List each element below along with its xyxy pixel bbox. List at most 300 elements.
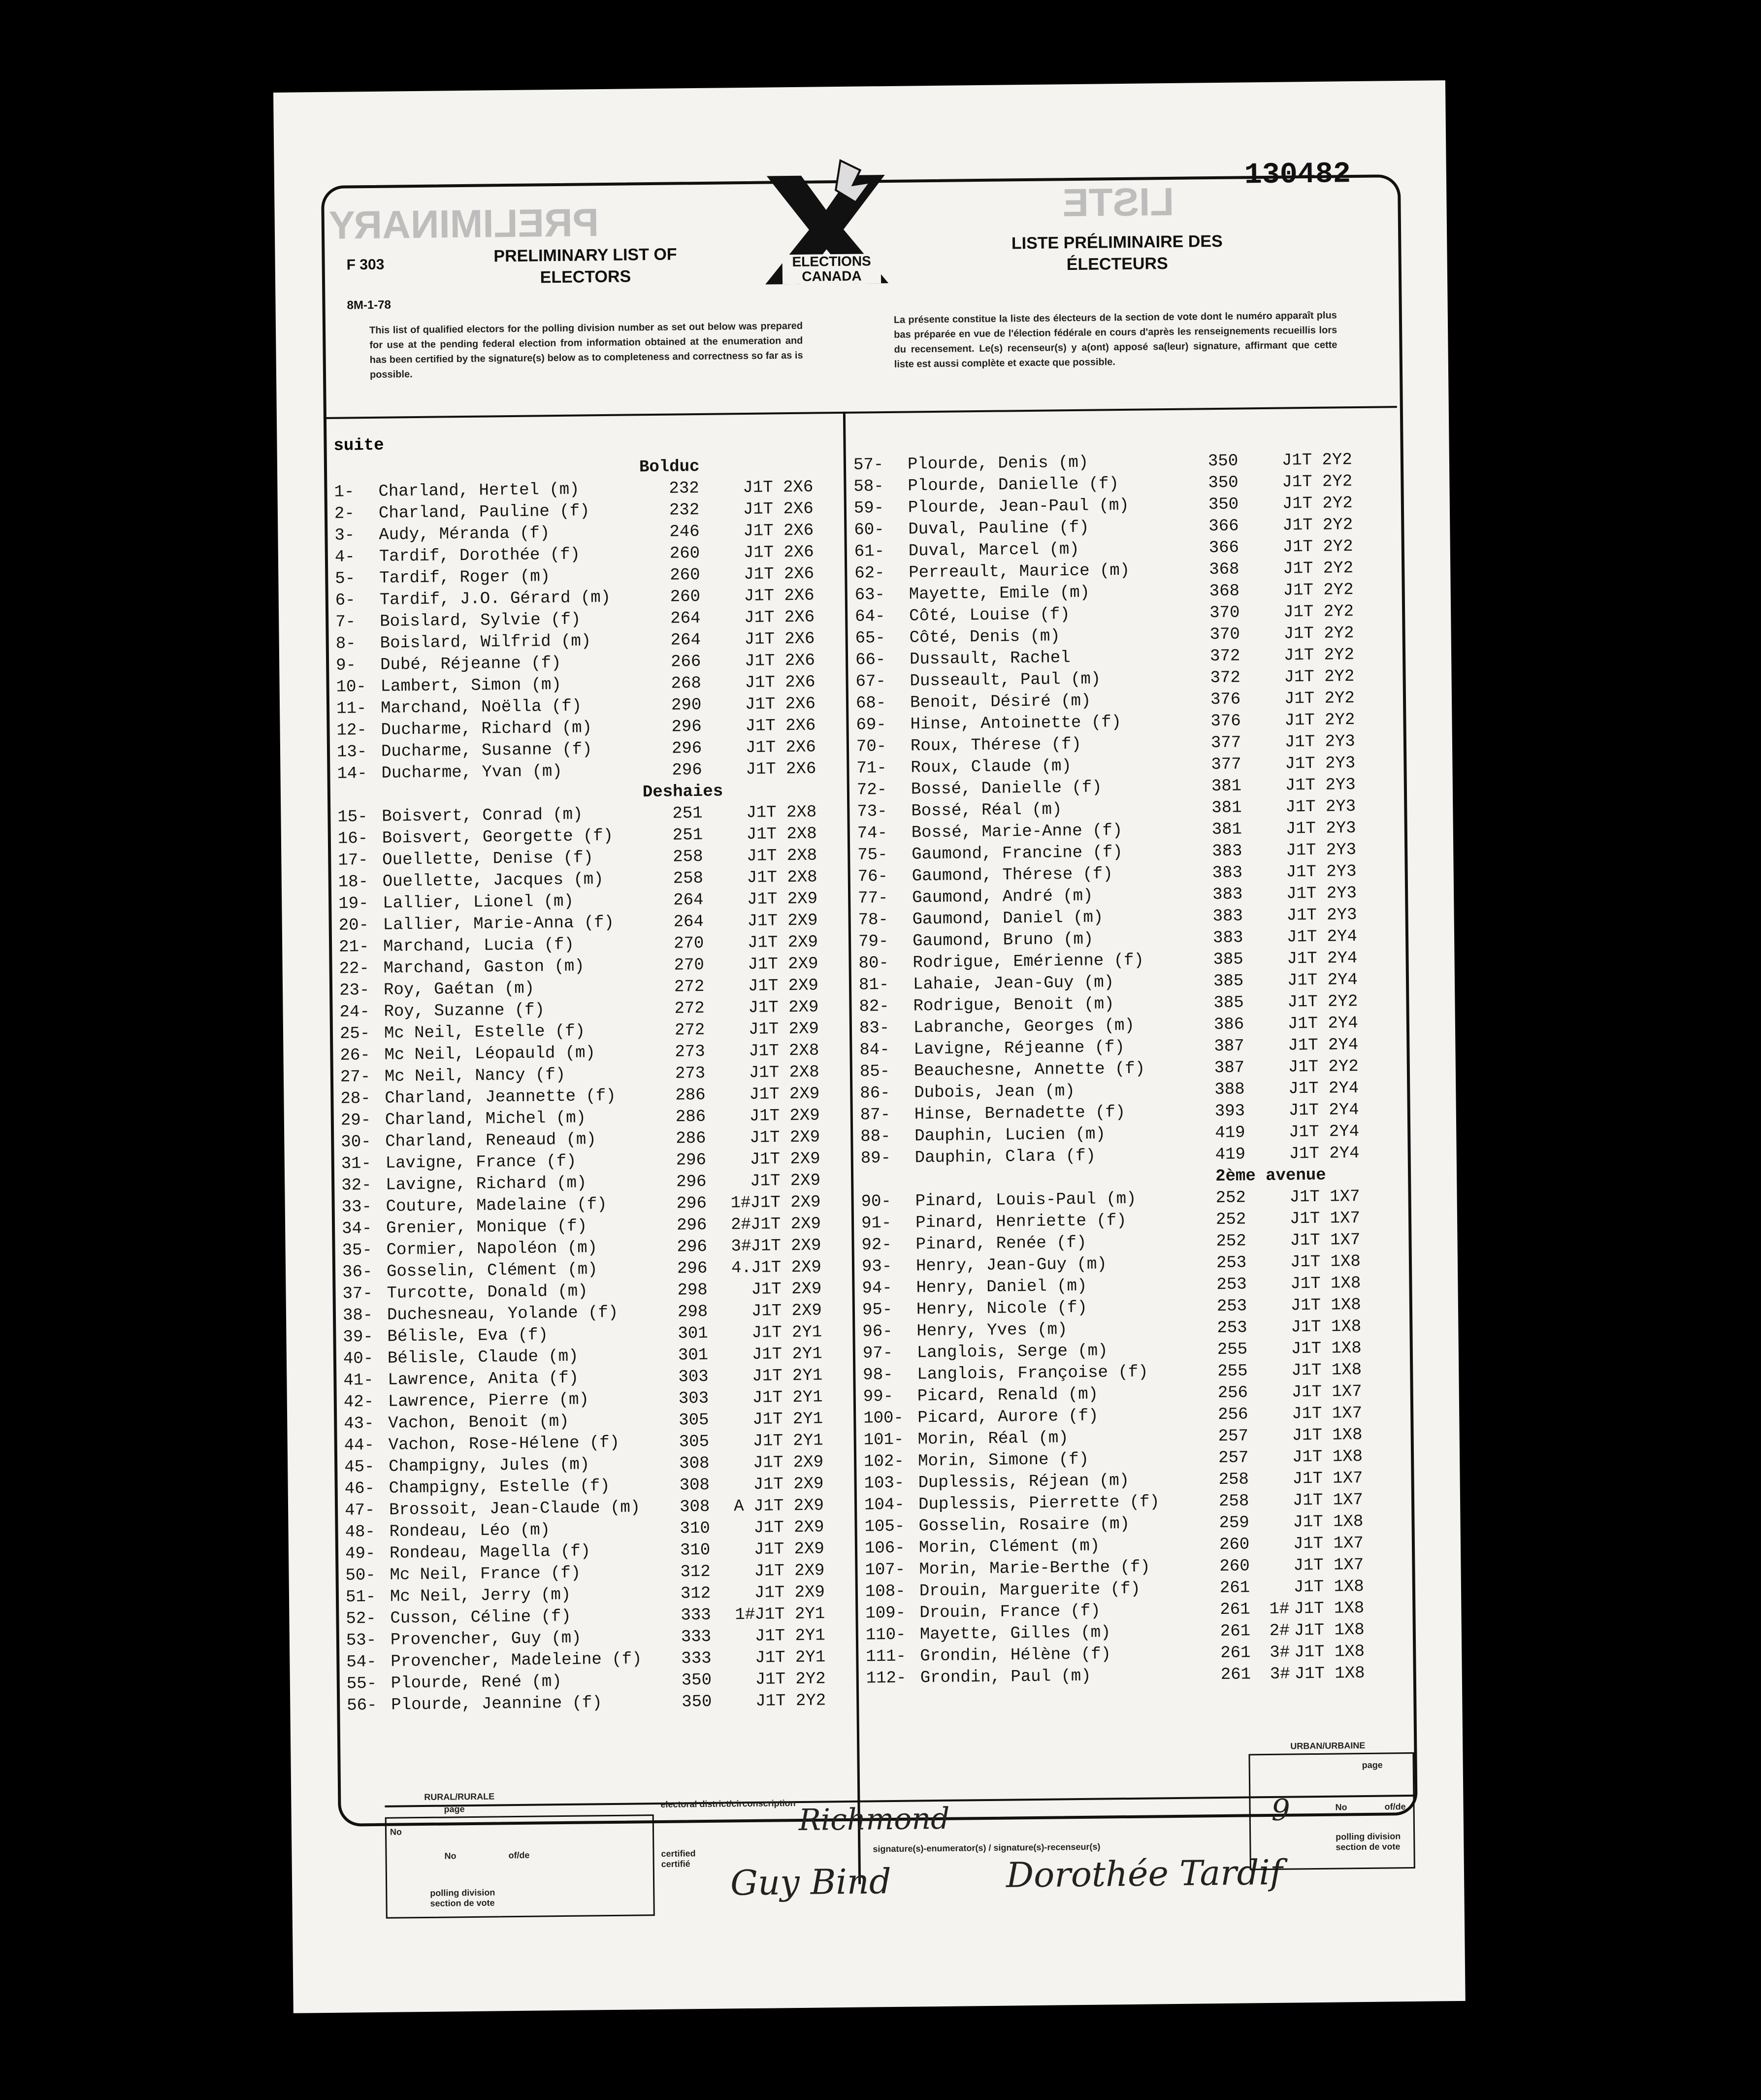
urban-label: URBAN/URBAINE (1290, 1740, 1366, 1751)
elector-number: 30- (341, 1133, 371, 1152)
intro-english: This list of qualified electors for the polling division number as set out below was prepared for use at the pending federal election from information obtained at the enumeration and has been certified by the signature(s) below as to completeness and correctness so far as is possible. (369, 320, 803, 380)
elector-number: 21- (338, 938, 369, 957)
elector-number: 49- (345, 1544, 376, 1564)
street-number: 251 (672, 804, 703, 823)
postal-code: J1T 2Y2 (1287, 992, 1358, 1012)
street-number: 272 (674, 1020, 705, 1040)
street-number: 383 (1212, 863, 1243, 883)
street-number: 258 (673, 869, 704, 888)
postal-code: J1T 2Y2 (1284, 667, 1355, 687)
elector-name: Tardif, Roger (m) (379, 567, 551, 588)
postal-code: J1T 2Y3 (1284, 732, 1355, 752)
elector-number: 74- (857, 824, 888, 843)
street-number: 393 (1214, 1102, 1245, 1121)
elector-name: Morin, Simone (f) (917, 1450, 1089, 1471)
elector-name: Ducharme, Richard (m) (381, 719, 592, 740)
elector-number: 81- (858, 976, 889, 995)
postal-code: J1T 2Y4 (1287, 971, 1358, 990)
elector-number: 112- (866, 1669, 907, 1688)
unit-mark: 3# (1270, 1643, 1290, 1662)
postal-code: J1T 2Y1 (751, 1345, 822, 1364)
street-number: 257 (1218, 1427, 1249, 1446)
elector-name: Gaumond, Francine (f) (912, 843, 1123, 864)
form-footer (385, 1740, 1415, 1921)
street-number: 350 (682, 1692, 712, 1712)
postal-code: J1T 2X9 (747, 933, 818, 953)
street-number: 381 (1211, 798, 1242, 818)
elector-number: 12- (336, 721, 367, 740)
postal-code: J1T 2X9 (750, 1214, 821, 1234)
street-number: 376 (1210, 690, 1241, 710)
elector-name: Gaumond, Thérese (f) (912, 865, 1113, 886)
elector-name: Roy, Gaétan (m) (383, 979, 535, 1000)
street-number: 350 (681, 1671, 712, 1690)
elector-name: Plourde, Denis (m) (907, 453, 1089, 474)
elector-number: 77- (858, 889, 888, 908)
postal-code: J1T 2X8 (749, 1041, 819, 1061)
elector-number: 53- (346, 1631, 377, 1650)
elector-name: Pinard, Renée (f) (915, 1233, 1087, 1254)
rural-page-label: page (444, 1804, 465, 1814)
elector-number: 91- (861, 1214, 892, 1233)
elector-number: 52- (346, 1609, 376, 1629)
street-number: 368 (1209, 560, 1239, 580)
elector-number: 4- (334, 548, 355, 567)
elector-number: 69- (856, 716, 886, 735)
elector-name: Labranche, Georges (m) (913, 1016, 1135, 1038)
elector-name: Rondeau, Magella (f) (389, 1542, 591, 1563)
elector-number: 100- (863, 1409, 904, 1428)
street-number: 286 (675, 1085, 706, 1105)
postal-code: J1T 1X7 (1293, 1555, 1364, 1575)
elector-name: Mc Neil, Léopauld (m) (384, 1044, 596, 1065)
elector-name: Marchand, Lucia (f) (383, 935, 575, 956)
postal-code: J1T 2Y1 (752, 1410, 823, 1429)
urban-polling-label: polling division section de vote (1336, 1831, 1401, 1852)
postal-code: J1T 2X9 (748, 1019, 819, 1039)
elector-number: 27- (340, 1068, 371, 1087)
postal-code: J1T 2Y2 (1283, 602, 1354, 622)
elector-name: Vachon, Rose-Hélene (f) (388, 1433, 620, 1455)
elector-name: Grondin, Hélène (f) (920, 1645, 1111, 1666)
urban-page-label: page (1362, 1760, 1383, 1771)
street-number: 255 (1217, 1362, 1248, 1381)
postal-code: J1T 1X7 (1292, 1404, 1363, 1424)
street-number: 370 (1209, 603, 1240, 623)
elector-number: 22- (339, 959, 370, 979)
district-value: Richmond (798, 1801, 950, 1838)
elector-number: 15- (337, 808, 368, 827)
street-number: 350 (1207, 452, 1239, 471)
street-number: 270 (674, 955, 705, 975)
street-number: 251 (672, 825, 703, 845)
street-heading: Deshaies (642, 782, 723, 802)
signature-label: signature(s)-enumerator(s) / signature(s)-recenseur(s) (873, 1841, 1101, 1854)
street-number: 385 (1213, 950, 1243, 970)
elector-number: 45- (344, 1458, 375, 1477)
elector-name: Boislard, Sylvie (f) (380, 610, 581, 631)
elector-name: Boislard, Wilfrid (m) (380, 632, 591, 653)
elector-name: Boisvert, Georgette (f) (382, 826, 614, 848)
rural-no-label: No (390, 1827, 402, 1837)
elector-number: 46- (344, 1479, 375, 1499)
street-number: 350 (1208, 495, 1239, 515)
street-number: 372 (1209, 647, 1240, 666)
elector-number: 70- (856, 737, 887, 756)
elector-name: Ducharme, Susanne (f) (381, 740, 592, 761)
polling-number: 9 (1271, 1793, 1291, 1828)
elector-name: Hinse, Bernadette (f) (914, 1103, 1126, 1124)
street-number: 333 (681, 1649, 712, 1669)
elector-name: Plourde, Jeannine (f) (391, 1694, 602, 1715)
elector-name: Mc Neil, Nancy (f) (384, 1065, 566, 1086)
street-number: 253 (1216, 1275, 1247, 1295)
elector-row (347, 1691, 854, 1718)
postal-code: J1T 1X8 (1294, 1664, 1365, 1684)
street-number: 308 (679, 1476, 710, 1495)
street-number: 260 (669, 544, 700, 563)
street-number: 252 (1216, 1232, 1246, 1251)
rural-box (385, 1814, 655, 1919)
elector-name: Rodrigue, Emérienne (f) (913, 951, 1144, 973)
postal-code: J1T 1X8 (1291, 1339, 1362, 1359)
postal-code: J1T 2Y4 (1287, 949, 1358, 969)
postal-code: J1T 2X9 (750, 1193, 821, 1213)
elector-number: 84- (859, 1041, 890, 1060)
street-number: 387 (1214, 1058, 1245, 1078)
postal-code: J1T 2Y4 (1286, 927, 1358, 947)
street-number: 370 (1209, 625, 1240, 645)
elector-name: Gosselin, Rosaire (m) (918, 1514, 1130, 1536)
elector-name: Côté, Louise (f) (909, 605, 1070, 626)
street-number: 308 (679, 1454, 710, 1474)
postal-code: J1T 2X6 (745, 694, 816, 715)
postal-code: J1T 2X9 (748, 998, 819, 1018)
postal-code: J1T 1X8 (1291, 1317, 1362, 1337)
postal-code: J1T 2X6 (744, 651, 815, 671)
elector-name: Roux, Thérese (f) (910, 735, 1082, 756)
elector-name: Picard, Aurore (f) (917, 1407, 1099, 1428)
elector-name: Dauphin, Lucien (m) (914, 1125, 1106, 1146)
elector-number: 35- (342, 1241, 373, 1260)
postal-code: J1T 1X7 (1290, 1231, 1361, 1250)
elector-name: Cormier, Napoléon (m) (386, 1239, 598, 1260)
elector-number: 38- (342, 1306, 373, 1325)
postal-code: J1T 2X6 (746, 759, 816, 780)
elector-number: 98- (863, 1365, 893, 1385)
postal-code: J1T 1X7 (1292, 1490, 1364, 1510)
postal-code: J1T 1X8 (1292, 1447, 1363, 1467)
logo-text: ELECTIONS CANADA (783, 254, 881, 284)
postal-code: J1T 1X7 (1292, 1469, 1363, 1489)
elector-number: 63- (854, 586, 885, 605)
postal-code: J1T 2Y2 (1283, 581, 1354, 600)
postal-code: J1T 2Y4 (1289, 1144, 1360, 1164)
street-number: 385 (1213, 972, 1244, 991)
elector-name: Duplessis, Réjean (m) (918, 1471, 1130, 1493)
street-number: 264 (670, 609, 701, 628)
elector-number: 88- (860, 1127, 891, 1147)
postal-code: J1T 2Y2 (1284, 711, 1355, 730)
elector-number: 101- (863, 1430, 904, 1450)
postal-code: J1T 2X8 (749, 1063, 819, 1083)
elector-name: Cusson, Céline (f) (390, 1607, 571, 1628)
street-number: 270 (673, 934, 704, 953)
elector-name: Provencher, Guy (m) (390, 1629, 582, 1650)
street-number: 258 (1218, 1492, 1249, 1511)
postal-code: J1T 2Y2 (1284, 689, 1355, 709)
street-number: 377 (1211, 755, 1241, 775)
postal-code: J1T 1X8 (1294, 1620, 1365, 1641)
street-number: 232 (669, 479, 699, 498)
street-number: 264 (673, 890, 704, 910)
elector-name: Henry, Yves (m) (916, 1320, 1068, 1341)
elector-name: Turcotte, Donald (m) (387, 1282, 588, 1303)
postal-code: J1T 2Y3 (1286, 906, 1357, 925)
street-number: 296 (676, 1215, 707, 1235)
elector-row (337, 759, 844, 787)
elector-number: 33- (341, 1198, 372, 1217)
rural-of-label: of/de (508, 1850, 530, 1861)
elector-number: 86- (860, 1083, 890, 1103)
postal-code: J1T 1X7 (1289, 1209, 1361, 1229)
postal-code: J1T 1X8 (1290, 1296, 1361, 1315)
elector-number: 19- (338, 894, 369, 914)
street-number: 301 (678, 1324, 708, 1344)
street-number: 273 (675, 1064, 706, 1083)
elector-name: Brossoit, Jean-Claude (m) (389, 1498, 641, 1520)
elector-number: 102- (863, 1452, 905, 1472)
postal-code: J1T 2X6 (744, 629, 815, 650)
elector-name: Côté, Denis (m) (909, 627, 1060, 648)
elector-number: 1- (334, 483, 355, 502)
elector-number: 76- (857, 867, 888, 886)
street-number: 296 (672, 760, 702, 780)
elector-number: 9- (335, 656, 357, 675)
electors-left-column (334, 456, 856, 1865)
postal-code: J1T 1X8 (1294, 1599, 1365, 1619)
elector-number: 50- (345, 1566, 376, 1585)
urban-of-label: of/de (1384, 1802, 1406, 1812)
street-number: 310 (680, 1519, 711, 1539)
elector-name: Charland, Jeannette (f) (385, 1086, 616, 1108)
elector-number: 51- (345, 1587, 376, 1607)
elector-name: Bossé, Réal (m) (911, 800, 1062, 821)
street-number: 253 (1216, 1253, 1247, 1273)
elector-number: 44- (344, 1436, 375, 1455)
elector-name: Tardif, J.O. Gérard (m) (379, 588, 611, 610)
elector-number: 56- (347, 1696, 377, 1715)
signature-enumerator-2: Dorothée Tardif (1006, 1852, 1283, 1896)
elector-number: 79- (858, 932, 889, 952)
elector-name: Gaumond, Bruno (m) (912, 930, 1094, 951)
form-date: 8M-1-78 (347, 298, 391, 312)
postal-code: J1T 2Y2 (755, 1691, 826, 1711)
street-number: 303 (678, 1367, 709, 1387)
postal-code: J1T 2Y2 (755, 1670, 826, 1689)
unit-mark: 3# (1270, 1665, 1290, 1684)
elector-name: Bélisle, Eva (f) (387, 1326, 549, 1346)
elector-number: 47- (344, 1501, 375, 1520)
elector-number: 60- (854, 521, 884, 540)
street-number: 366 (1208, 517, 1239, 536)
elector-number: 99- (863, 1387, 894, 1407)
elector-name: Bossé, Marie-Anne (f) (911, 821, 1123, 843)
postal-code: J1T 2Y3 (1286, 841, 1357, 860)
postal-code: J1T 2X9 (753, 1475, 824, 1494)
elector-name: Dussault, Rachel (909, 649, 1071, 669)
elector-name: Drouin, France (f) (919, 1602, 1101, 1623)
postal-code: J1T 2Y1 (751, 1323, 822, 1343)
street-number: 419 (1215, 1123, 1245, 1143)
elector-number: 26- (340, 1046, 370, 1065)
elector-name: Morin, Clément (m) (918, 1537, 1100, 1558)
street-number: 376 (1210, 712, 1241, 731)
street-number: 286 (675, 1107, 706, 1127)
postal-code: J1T 2Y2 (1282, 472, 1353, 492)
unit-mark: 2# (730, 1215, 751, 1235)
elector-number: 14- (337, 764, 367, 784)
elector-number: 62- (854, 564, 885, 583)
elector-number: 2- (334, 504, 355, 524)
elector-name: Marchand, Noëlla (f) (380, 697, 582, 718)
certified-label: certified certifié (661, 1848, 696, 1869)
elector-name: Charland, Reneaud (m) (385, 1130, 596, 1151)
elector-number: 54- (346, 1652, 377, 1672)
rural-no-label-2: No (444, 1851, 457, 1861)
postal-code: J1T 2X9 (748, 954, 818, 975)
postal-code: J1T 1X7 (1293, 1534, 1364, 1554)
street-number: 260 (670, 565, 700, 585)
elector-name: Tardif, Dorothée (f) (379, 545, 581, 566)
postal-code: J1T 2Y1 (752, 1388, 823, 1408)
elector-name: Plourde, Jean-Paul (m) (908, 496, 1129, 518)
street-number: 261 (1219, 1578, 1250, 1598)
elector-name: Ouellette, Denise (f) (382, 849, 593, 870)
postal-code: J1T 2X9 (747, 889, 818, 910)
elector-name: Dusseault, Paul (m) (910, 670, 1101, 691)
postal-code: J1T 2Y2 (1282, 537, 1353, 557)
postal-code: J1T 2X8 (746, 803, 817, 823)
elector-number: 28- (340, 1089, 371, 1109)
street-number: 296 (676, 1172, 707, 1192)
street-number: 246 (669, 522, 700, 542)
elector-number: 65- (855, 629, 886, 648)
postal-code: J1T 2X8 (747, 868, 817, 888)
elector-number: 39- (343, 1328, 373, 1347)
postal-code: J1T 2Y2 (1283, 559, 1354, 579)
postal-code: J1T 2X6 (743, 478, 814, 498)
elector-name: Morin, Réal (m) (917, 1429, 1069, 1449)
elector-number: 59- (853, 499, 884, 518)
street-number: 296 (671, 739, 702, 758)
street-number: 259 (1219, 1513, 1249, 1533)
elector-name: Gaumond, Daniel (m) (912, 908, 1104, 929)
postal-code: J1T 2X8 (746, 824, 817, 845)
elector-name: Grenier, Monique (f) (386, 1217, 587, 1238)
elector-name: Henry, Daniel (m) (916, 1277, 1087, 1298)
postal-code: J1T 2Y2 (1283, 646, 1355, 665)
street-number: 232 (669, 500, 700, 520)
elector-number: 13- (336, 743, 367, 762)
postal-code: J1T 2X9 (750, 1258, 822, 1278)
street-number: 273 (675, 1042, 705, 1062)
postal-code: J1T 2X9 (754, 1583, 825, 1603)
elector-name: Lallier, Marie-Anna (f) (383, 913, 615, 935)
elector-number: 103- (864, 1474, 905, 1493)
title-french: LISTE PRÉLIMINAIRE DES ÉLECTEURS (1011, 231, 1223, 274)
elector-number: 18- (338, 873, 369, 892)
postal-code: J1T 2Y2 (1282, 516, 1353, 535)
document-sheet (273, 80, 1466, 2013)
elector-name: Bossé, Danielle (f) (911, 778, 1102, 799)
street-number: 305 (679, 1411, 709, 1430)
street-number: 257 (1218, 1448, 1249, 1468)
elector-number: 25- (339, 1024, 370, 1044)
unit-mark: 3# (731, 1237, 751, 1256)
street-number: 272 (674, 977, 705, 997)
elector-name: Champigny, Estelle (f) (389, 1477, 610, 1498)
bleed-through-preliminary: PRELIMINARY (328, 200, 599, 247)
street-number: 264 (670, 630, 701, 650)
elector-number: 3- (334, 526, 355, 545)
serial-number: 130482 (1244, 158, 1351, 193)
postal-code: J1T 2Y3 (1285, 819, 1356, 839)
postal-code: J1T 2Y3 (1285, 797, 1356, 817)
street-number: 286 (676, 1129, 706, 1148)
elector-number: 23- (339, 981, 370, 1000)
postal-code: J1T 2Y2 (1288, 1057, 1359, 1077)
elector-name: Pinard, Henriette (f) (915, 1211, 1127, 1233)
street-number: 377 (1210, 733, 1241, 753)
street-number: 310 (680, 1541, 711, 1560)
postal-code: J1T 2X6 (744, 608, 815, 628)
elector-name: Provencher, Madeleine (f) (391, 1650, 642, 1672)
postal-code: J1T 1X8 (1292, 1425, 1363, 1445)
unit-mark: 2# (1269, 1621, 1290, 1641)
elector-name: Lallier, Lionel (m) (383, 892, 574, 913)
elector-name: Beauchesne, Annette (f) (913, 1059, 1145, 1081)
suite-label: suite (333, 436, 384, 456)
elector-number: 34- (341, 1219, 372, 1239)
elector-number: 93- (861, 1257, 892, 1277)
street-number: 388 (1214, 1080, 1245, 1100)
elector-number: 95- (862, 1300, 893, 1320)
postal-code: J1T 2X6 (743, 543, 814, 563)
street-number: 296 (671, 717, 702, 737)
elector-number: 105- (864, 1517, 905, 1537)
street-number: 266 (670, 652, 701, 672)
elector-name: Drouin, Marguerite (f) (919, 1579, 1141, 1601)
postal-code: J1T 2X6 (745, 738, 816, 758)
elector-number: 31- (341, 1154, 372, 1174)
elector-number: 58- (853, 477, 884, 496)
elector-name: Audy, Méranda (f) (379, 524, 550, 545)
elector-number: 108- (865, 1582, 906, 1602)
street-number: 253 (1216, 1297, 1247, 1316)
street-number: 258 (1218, 1470, 1249, 1490)
postal-code: J1T 2Y1 (752, 1431, 823, 1451)
elector-name: Roy, Suzanne (f) (384, 1001, 545, 1021)
street-number: 252 (1215, 1188, 1246, 1208)
elector-name: Ducharme, Yvan (m) (381, 762, 562, 783)
postal-code: J1T 2X9 (750, 1128, 820, 1148)
elector-number: 66- (855, 651, 886, 670)
elector-number: 68- (855, 694, 886, 713)
postal-code: J1T 2X9 (751, 1280, 822, 1299)
postal-code: J1T 2X9 (753, 1518, 824, 1538)
street-number: 381 (1211, 820, 1242, 840)
